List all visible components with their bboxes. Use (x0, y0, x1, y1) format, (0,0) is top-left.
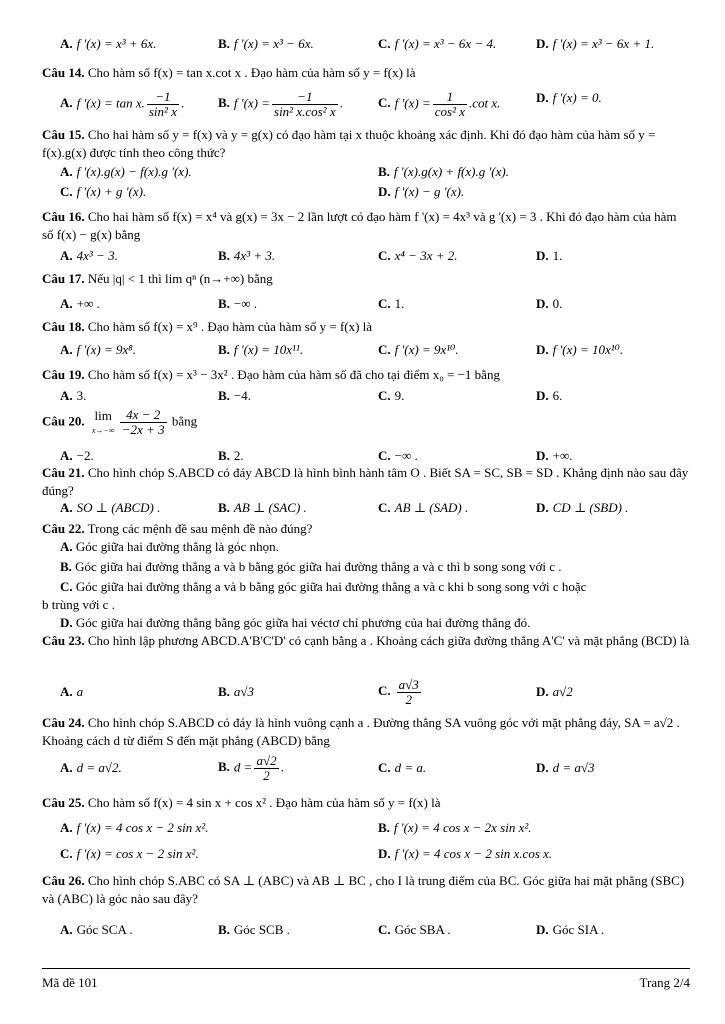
q14-option-c: C. f '(x) = $\frac{1}{\text{cos² x}}$ .cot x. (378, 89, 501, 119)
q19-option-a: A. 3. (60, 388, 87, 403)
q14-options (42, 90, 690, 124)
q24-option-c: C. d = a. (378, 760, 427, 775)
q15-options-row2 (42, 184, 690, 204)
q15-options-row1 (42, 164, 690, 184)
q23-option-d: D. a√2 (536, 684, 573, 699)
q23-options (42, 678, 690, 718)
q15-option-d: D. f '(x) − g '(x). (378, 184, 465, 199)
q25-option-c: C. f '(x) = cos x − 2 sin x². (60, 846, 199, 861)
q18-option-c: C. f '(x) = 9x¹⁰. (378, 342, 459, 357)
q24-option-b: B. d = $\frac{a√2}{2}$ . (218, 753, 284, 783)
q18-options (42, 342, 690, 362)
exam-code: Mã đề 101 (42, 975, 98, 990)
q26-option-a: A. Góc SCA . (60, 922, 133, 937)
q15-option-c: C. f '(x) + g '(x). (60, 184, 147, 199)
q26-option-c: C. Góc SBA . (378, 922, 451, 937)
q23-option-c: C. $\frac{a√3}{2}$ (378, 677, 419, 707)
q26-option-d: D. Góc SIA . (536, 922, 605, 937)
question-14: Câu 14. Cho hàm số f(x) = tan x.cot x . Đạo hàm của hàm số y = f(x) là (42, 65, 416, 80)
q20-option-a: A. −2. (60, 448, 94, 463)
q25-option-a: A. f '(x) = 4 cos x − 2 sin x². (60, 820, 209, 835)
q16-option-a: A. 4x³ − 3. (60, 248, 118, 263)
q19-option-c: C. 9. (378, 388, 405, 403)
q16-option-d: D. 1. (536, 248, 563, 263)
q25-options-row2 (42, 846, 690, 866)
q24-option-d: D. d = a√3 (536, 760, 595, 775)
q13-option-b: B. f '(x) = x³ − 6x. (218, 36, 314, 51)
question-25: Câu 25. Cho hàm số f(x) = 4 sin x + cos x² . Đạo hàm của hàm số y = f(x) là (42, 795, 441, 810)
question-20: Câu 20. lim x→−∞ $\frac{4x - 2}{-2x + 3}$ bằng (42, 407, 198, 437)
q14-option-b: B. f '(x) = $\frac{-1}{\text{sin² x.cos² x}}$ . (218, 89, 343, 119)
q20-option-b: B. 2. (218, 448, 244, 463)
q17-option-b: B. −∞ . (218, 296, 258, 311)
q14-option-a: A. f '(x) = tan x. $\frac{-1}{\text{sin² x}}$ . (60, 89, 185, 119)
page-number: Trang 2/4 (639, 975, 690, 990)
q13-option-a: A. f '(x) = x³ + 6x. (60, 36, 157, 51)
q24-options (42, 754, 690, 792)
q19-option-d: D. 6. (536, 388, 563, 403)
question-24: Câu 24. Cho hình chóp S.ABCD có đáy là hình vuông cạnh a . Đường thẳng SA vuông góc với mặt phẳng đáy, SA = a√2 . Khoảng cách d từ điểm S đến mặt phẳng (ABCD) bằng (42, 715, 680, 748)
q24-option-a: A. d = a√2. (60, 760, 122, 775)
q18-option-d: D. f '(x) = 10x¹⁰. (536, 342, 624, 357)
q16-options (42, 248, 690, 268)
question-23: Câu 23. Cho hình lập phương ABCD.A'B'C'D' có cạnh bằng a . Khoảng cách giữa đường thẳng A'C' và mặt phẳng (BCD) là (42, 633, 690, 648)
q16-option-b: B. 4x³ + 3. (218, 248, 276, 263)
question-17: Câu 17. Nếu |q| < 1 thì lim qⁿ (n→+∞) bằng (42, 271, 273, 286)
q21-option-d: D. CD ⊥ (SBD) . (536, 500, 629, 515)
question-22: Câu 22. Trong các mệnh đề sau mệnh đề nào đúng? (42, 521, 313, 536)
q26-option-b: B. Góc SCB . (218, 922, 290, 937)
q23-option-a: A. a (60, 684, 84, 699)
q18-option-a: A. f '(x) = 9x⁸. (60, 342, 137, 357)
q25-options-row1 (42, 820, 690, 840)
q16-option-c: C. x⁴ − 3x + 2. (378, 248, 458, 263)
q13-option-c: C. f '(x) = x³ − 6x − 4. (378, 36, 497, 51)
q22-option-c: C. Góc giữa hai đường thẳng a và b bằng góc giữa hai đường thẳng a và c khi b song song với c hoặc (60, 579, 587, 594)
limit-operator: lim x→−∞ (91, 407, 115, 435)
q23-option-b: B. a√3 (218, 684, 255, 699)
q17-option-c: C. 1. (378, 296, 405, 311)
question-21: Câu 21. Cho hình chóp S.ABCD có đáy ABCD là hình bình hành tâm O . Biết SA = SC, SB = SD . Khẳng định nào sau đây đúng? (42, 465, 689, 498)
question-19: Câu 19. Cho hàm số f(x) = x³ − 3x² . Đạo hàm của hàm số đã cho tại điểm x₀ = −1 bằng (42, 367, 500, 382)
q19-option-b: B. −4. (218, 388, 252, 403)
q13-option-d: D. f '(x) = x³ − 6x + 1. (536, 36, 655, 51)
q20-option-d: D. +∞. (536, 448, 573, 463)
q17-options (42, 296, 690, 316)
q22-option-d: D. Góc giữa hai đường thẳng bằng góc giữa hai véctơ chỉ phương của hai đường thẳng đó. (60, 615, 531, 630)
question-15: Câu 15. Cho hai hàm số y = f(x) và y = g(x) có đạo hàm tại x thuộc khoảng xác định. Khi đó đạo hàm của hàm số y = f(x).g(x) được tính theo công thức? (42, 127, 656, 160)
q21-option-c: C. AB ⊥ (SAD) . (378, 500, 469, 515)
question-18: Câu 18. Cho hàm số f(x) = x⁹ . Đạo hàm của hàm số y = f(x) là (42, 319, 373, 334)
q25-option-d: D. f '(x) = 4 cos x − 2 sin x.cos x. (378, 846, 553, 861)
q18-option-b: B. f '(x) = 10x¹¹. (218, 342, 304, 357)
q15-option-a: A. f '(x).g(x) − f(x).g '(x). (60, 164, 192, 179)
q15-option-b: B. f '(x).g(x) + f(x).g '(x). (378, 164, 509, 179)
question-16: Câu 16. Cho hai hàm số f(x) = x⁴ và g(x) = 3x − 2 lần lượt có đạo hàm f '(x) = 4x³ và g '(x) = 3 . Khi đó đạo hàm của hàm số f(x) − g(x) bằng (42, 209, 677, 242)
q22-option-b: B. Góc giữa hai đường thẳng a và b bằng góc giữa hai đường thẳng a và c thì b song song với c . (60, 559, 562, 574)
q20-option-c: C. −∞ . (378, 448, 418, 463)
q17-option-d: D. 0. (536, 296, 563, 311)
question-26: Câu 26. Cho hình chóp S.ABC có SA ⊥ (ABC) và AB ⊥ BC , cho I là trung điểm của BC. Góc giữa hai mặt phẳng (SBC) và (ABC) là góc nào sau đây? (42, 873, 685, 906)
page-footer (42, 968, 690, 995)
q26-options (42, 922, 690, 942)
q22-option-a: A. Góc giữa hai đường thẳng là góc nhọn. (60, 539, 279, 554)
q21-options (42, 500, 690, 520)
q25-option-b: B. f '(x) = 4 cos x − 2x sin x². (378, 820, 532, 835)
q17-option-a: A. +∞ . (60, 296, 100, 311)
q19-options (42, 388, 690, 408)
q21-option-a: A. SO ⊥ (ABCD) . (60, 500, 161, 515)
q14-option-d: D. f '(x) = 0. (536, 90, 602, 105)
q13-options (42, 36, 690, 56)
q21-option-b: B. AB ⊥ (SAC) . (218, 500, 307, 515)
q22-option-c-continued: b trùng với c . (42, 597, 115, 612)
